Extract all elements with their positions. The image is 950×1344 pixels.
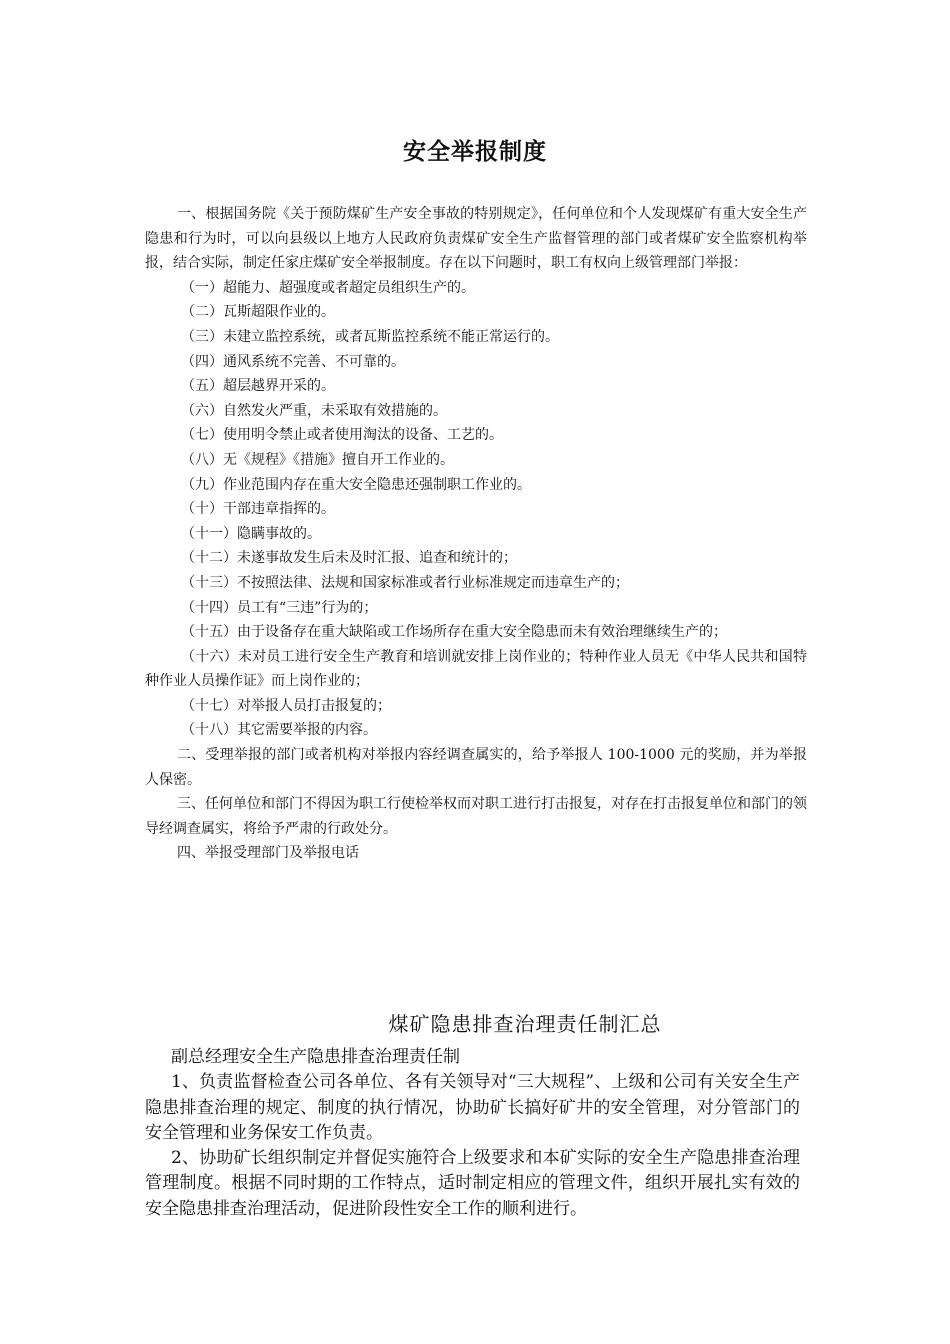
list-item: （八）无《规程》《措施》擅自开工作业的。	[181, 451, 454, 468]
intro-paragraph: 一、根据国务院《关于预防煤矿生产安全事故的特别规定》，任何单位和个人发现煤矿有重大安全生产隐患和行为时，可以向县级以上地方人民政府负责煤矿安全生产监督管理的部门或者煤矿安全监察机构举报，结合实际，制定任家庄煤矿安全举报制度。存在以下问题时，职工有权向上级管理部门举报：	[145, 206, 807, 272]
responsibility-paragraph: 1、负责监督检查公司各单位、各有关领导对“三大规程”、上级和公司有关安全生产隐患排查治理的规定、制度的执行情况，协助矿长搞好矿井的安全管理，对分管部门的安全管理和业务保安工作负责。	[145, 1072, 800, 1143]
list-item: （五）超层越界开采的。	[181, 378, 335, 395]
list-item: （十六）未对员工进行安全生产教育和培训就安排上岗作业的；特种作业人员无《中华人民共和国特种作业人员操作证》而上岗作业的；	[145, 648, 807, 690]
protection-paragraph: 三、任何单位和部门不得因为职工行使检举权而对职工进行打击报复，对存在打击报复单位和部门的领导经调查属实，将给予严肃的行政处分。	[145, 796, 807, 837]
responsibility-paragraph: 2、协助矿长组织制定并督促实施符合上级要求和本矿实际的安全生产隐患排查治理管理制度。根据不同时期的工作特点，适时制定相应的管理文件，组织开展扎实有效的安全隐患排查治理活动，促进阶段性安全工作的顺利进行。	[145, 1148, 800, 1219]
reward-paragraph: 二、受理举报的部门或者机构对举报内容经调查属实的，给予举报人 100-1000 元的奖励，并为举报人保密。	[145, 747, 807, 788]
list-item: （四）通风系统不完善、不可靠的。	[181, 353, 405, 370]
list-item: （一）超能力、超强度或者超定员组织生产的。	[181, 279, 475, 296]
section-title: 煤矿隐患排查治理责任制汇总	[388, 1012, 662, 1036]
list-item: （十五）由于设备存在重大缺陷或工作场所存在重大安全隐患而未有效治理继续生产的；	[181, 624, 727, 641]
list-item: （七）使用明令禁止或者使用淘汰的设备、工艺的。	[181, 427, 503, 444]
contact-paragraph: 四、举报受理部门及举报电话	[177, 845, 359, 862]
list-item: （十三）不按照法律、法规和国家标准或者行业标准规定而违章生产的；	[181, 574, 629, 591]
document-title: 安全举报制度	[403, 138, 547, 165]
reporting-policy-section	[145, 202, 807, 866]
list-item: （三）未建立监控系统，或者瓦斯监控系统不能正常运行的。	[181, 328, 559, 345]
list-item: （十七）对举报人员打击报复的；	[181, 697, 391, 714]
list-item: （十）干部违章指挥的。	[181, 501, 335, 518]
list-item: （六）自然发火严重，未采取有效措施的。	[181, 402, 447, 419]
list-item: （十四）员工有“三违”行为的；	[181, 599, 378, 616]
responsibility-section	[145, 1045, 800, 1222]
list-item: （九）作业范围内存在重大安全隐患还强制职工作业的。	[181, 476, 531, 493]
list-item: （十八）其它需要举报的内容。	[181, 722, 377, 739]
list-item: （二）瓦斯超限作业的。	[181, 304, 335, 321]
section-subtitle: 副总经理安全生产隐患排查治理责任制	[171, 1047, 460, 1067]
list-item: （十一）隐瞒事故的。	[181, 525, 321, 542]
list-item: （十二）未遂事故发生后未及时汇报、追查和统计的；	[181, 550, 517, 567]
